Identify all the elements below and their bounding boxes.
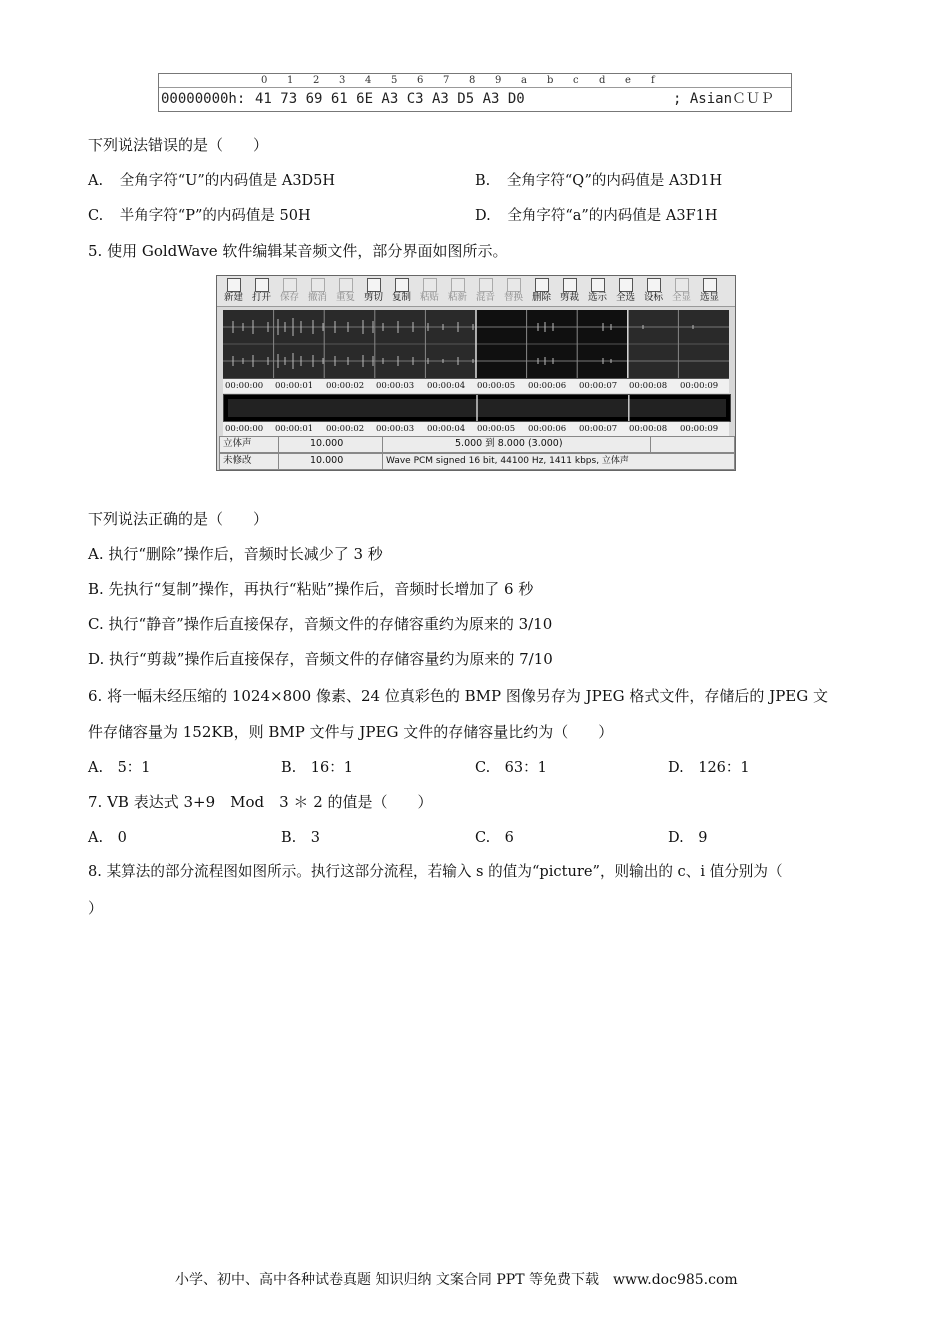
duration-value: 10.000: [310, 455, 344, 466]
hex-viewer: [158, 73, 792, 112]
q4-option-c: [88, 206, 311, 226]
q7-stem: 7. VB 表达式 3+9 Mod 3 ＊ 2 的值是（ ）: [88, 793, 433, 811]
hex-col: 9: [495, 75, 502, 86]
toolbar-replace-button[interactable]: [501, 277, 526, 305]
toolbar-show-selection-button[interactable]: [697, 277, 722, 305]
mix-icon: [479, 278, 493, 292]
toolbar-label: 撤消: [307, 292, 327, 303]
hex-col: 8: [469, 75, 476, 86]
timeline-tick-label: 00:00:05: [477, 381, 516, 391]
toolbar-save-button[interactable]: [277, 277, 302, 305]
channel-mode: 立体声: [223, 438, 252, 449]
option-label: C.: [88, 208, 104, 224]
q7-option-a: A. 0: [88, 830, 127, 846]
goldwave-toolbar: [217, 276, 735, 307]
hex-col: c: [573, 75, 579, 86]
q4-option-b: [475, 171, 722, 191]
toolbar-open-button[interactable]: [249, 277, 274, 305]
hex-col: 2: [313, 75, 320, 86]
toolbar-label: 设标: [643, 292, 663, 303]
option-label: B.: [475, 173, 491, 189]
hex-col: d: [599, 75, 606, 86]
q6-stem-line-2: 件存储容量为 152KB，则 BMP 文件与 JPEG 文件的存储容量比约为（ ）: [88, 723, 614, 741]
overview-bar[interactable]: [223, 394, 731, 422]
toolbar-new-button[interactable]: [221, 277, 246, 305]
trim-icon: [563, 278, 577, 292]
select-all-icon: [619, 278, 633, 292]
q5-option-d: D. 执行“剪裁”操作后直接保存，音频文件的存储容量约为原来的 7/10: [88, 650, 553, 668]
toolbar-label: 打开: [251, 292, 271, 303]
q5-option-b: B. 先执行“复制”操作，再执行“粘贴”操作后，音频时长增加了 6 秒: [88, 580, 534, 598]
toolbar-select-all-button[interactable]: [613, 277, 638, 305]
main-timeline-ruler: [223, 378, 729, 393]
q7-option-c: C. 6: [475, 830, 514, 846]
scissors-icon: [367, 278, 381, 292]
timeline-tick-label: 00:00:03: [376, 424, 415, 434]
option-label: A.: [88, 173, 104, 189]
toolbar-label: 粘新: [447, 292, 467, 303]
toolbar-redo-button[interactable]: [333, 277, 358, 305]
toolbar-label: 删除: [531, 292, 551, 303]
q4-stem: 下列说法错误的是（ ）: [88, 136, 269, 154]
selection-range: 5.000 到 8.000 (3.000): [455, 438, 563, 449]
q7-option-d: D. 9: [668, 830, 708, 846]
timeline-tick-label: 00:00:06: [528, 424, 567, 434]
toolbar-copy-button[interactable]: [389, 277, 414, 305]
select-view-icon: [591, 278, 605, 292]
timeline-tick-label: 00:00:06: [528, 381, 567, 391]
hex-col: 1: [287, 75, 294, 86]
hex-col: 3: [339, 75, 346, 86]
hex-col: 6: [417, 75, 424, 86]
toolbar-paste-button[interactable]: [417, 277, 442, 305]
toolbar-label: 剪切: [363, 292, 383, 303]
timeline-tick-label: 00:00:02: [326, 381, 365, 391]
toolbar-mix-button[interactable]: [473, 277, 498, 305]
toolbar-label: 剪裁: [559, 292, 579, 303]
toolbar-label: 复制: [391, 292, 411, 303]
modified-state: 未修改: [223, 455, 252, 466]
q6-option-b: B. 16：1: [281, 760, 353, 776]
q6-stem-line-1: 6. 将一幅未经压缩的 1024×800 像素、24 位真彩色的 BMP 图像另存为 JPEG 格式文件，存储后的 JPEG 文: [88, 687, 829, 705]
timeline-tick-label: 00:00:07: [579, 424, 618, 434]
q6-option-d: D. 126：1: [668, 760, 750, 776]
waveform-panel[interactable]: [223, 310, 729, 378]
q8-stem-line-2: ）: [88, 899, 104, 917]
new-file-icon: [227, 278, 241, 292]
toolbar-undo-button[interactable]: [305, 277, 330, 305]
toolbar-show-all-button[interactable]: [669, 277, 694, 305]
hex-ascii: ; AsianＣＵＰ: [673, 91, 775, 107]
timeline-tick-label: 00:00:09: [680, 381, 719, 391]
toolbar-set-marker-button[interactable]: [641, 277, 666, 305]
toolbar-label: 选显: [699, 292, 719, 303]
overview-graphic: [224, 395, 730, 421]
hex-bytes: 41 73 69 61 6E A3 C3 A3 D5 A3 D0: [255, 91, 525, 107]
delete-icon: [535, 278, 549, 292]
timeline-tick-label: 00:00:03: [376, 381, 415, 391]
hex-col: b: [547, 75, 554, 86]
status-divider: [382, 454, 383, 469]
goldwave-window: [216, 275, 736, 471]
hex-col: e: [625, 75, 631, 86]
q7-option-b: B. 3: [281, 830, 320, 846]
waveform-graphic: [223, 310, 729, 378]
toolbar-paste-new-button[interactable]: [445, 277, 470, 305]
hex-column-header: [159, 74, 791, 88]
hex-col: 7: [443, 75, 450, 86]
status-divider: [278, 454, 279, 469]
zoom-all-icon: [675, 278, 689, 292]
q8-stem-line-1: 8. 某算法的部分流程图如图所示。执行这部分流程，若输入 s 的值为“picture”，则输出的 c、i 值分别为（: [88, 863, 783, 880]
hex-data-row: [159, 88, 791, 110]
q4-option-a: [88, 171, 335, 191]
timeline-tick-label: 00:00:08: [629, 381, 668, 391]
q5-option-a: A. 执行“删除”操作后，音频时长减少了 3 秒: [88, 545, 383, 563]
toolbar-label: 全选: [615, 292, 635, 303]
overview-timeline-ruler: [223, 421, 729, 436]
set-marker-icon: [647, 278, 661, 292]
save-icon: [283, 278, 297, 292]
option-text: 全角字符“a”的内码值是 A3F1H: [507, 208, 718, 224]
timeline-tick-label: 00:00:01: [275, 424, 314, 434]
status-divider: [382, 437, 383, 452]
audio-format: Wave PCM signed 16 bit, 44100 Hz, 1411 kbps, 立体声: [386, 456, 629, 466]
timeline-tick-label: 00:00:04: [427, 381, 466, 391]
copy-icon: [395, 278, 409, 292]
timeline-tick-label: 00:00:07: [579, 381, 618, 391]
status-bar-row-1: [219, 436, 735, 453]
status-divider: [650, 437, 651, 452]
timeline-tick-label: 00:00:00: [225, 381, 264, 391]
timeline-tick-label: 00:00:00: [225, 424, 264, 434]
undo-icon: [311, 278, 325, 292]
zoom-selection-icon: [703, 278, 717, 292]
toolbar-delete-button[interactable]: [529, 277, 554, 305]
toolbar-label: 选示: [587, 292, 607, 303]
redo-icon: [339, 278, 353, 292]
q5-sub-stem: 下列说法正确的是（ ）: [88, 510, 269, 528]
toolbar-label: 粘贴: [419, 292, 439, 303]
toolbar-cut-button[interactable]: [361, 277, 386, 305]
hex-col: a: [521, 75, 527, 86]
toolbar-label: 重复: [335, 292, 355, 303]
timeline-tick-label: 00:00:01: [275, 381, 314, 391]
toolbar-select-view-button[interactable]: [585, 277, 610, 305]
toolbar-label: 混音: [475, 292, 495, 303]
option-text: 全角字符“U”的内码值是 A3D5H: [119, 173, 336, 189]
toolbar-label: 保存: [279, 292, 299, 303]
toolbar-label: 全显: [671, 292, 691, 303]
duration-value: 10.000: [310, 438, 344, 449]
hex-col: 4: [365, 75, 372, 86]
page-footer: 小学、初中、高中各种试卷真题 知识归纳 文案合同 PPT 等免费下载 www.doc985.com: [175, 1272, 738, 1288]
option-text: 半角字符“P”的内码值是 50H: [119, 208, 311, 224]
paste-new-icon: [451, 278, 465, 292]
timeline-tick-label: 00:00:08: [629, 424, 668, 434]
option-label: D.: [475, 208, 491, 224]
q6-option-a: A. 5：1: [88, 760, 151, 776]
replace-icon: [507, 278, 521, 292]
toolbar-label: 替换: [503, 292, 523, 303]
open-folder-icon: [255, 278, 269, 292]
hex-col: 0: [261, 75, 268, 86]
hex-col: 5: [391, 75, 398, 86]
q6-option-c: C. 63：1: [475, 760, 547, 776]
option-text: 全角字符“Q”的内码值是 A3D1H: [506, 173, 723, 189]
hex-col: f: [651, 75, 655, 86]
timeline-tick-label: 00:00:02: [326, 424, 365, 434]
paste-icon: [423, 278, 437, 292]
q5-stem: 5. 使用 GoldWave 软件编辑某音频文件，部分界面如图所示。: [88, 242, 508, 260]
hex-address: 00000000h:: [161, 91, 246, 107]
status-bar-row-2: [219, 453, 735, 470]
status-divider: [278, 437, 279, 452]
q5-option-c: C. 执行“静音”操作后直接保存，音频文件的存储容重约为原来的 3/10: [88, 615, 553, 633]
q4-option-d: [475, 206, 718, 226]
timeline-tick-label: 00:00:04: [427, 424, 466, 434]
timeline-tick-label: 00:00:09: [680, 424, 719, 434]
timeline-tick-label: 00:00:05: [477, 424, 516, 434]
toolbar-label: 新建: [223, 292, 243, 303]
toolbar-trim-button[interactable]: [557, 277, 582, 305]
